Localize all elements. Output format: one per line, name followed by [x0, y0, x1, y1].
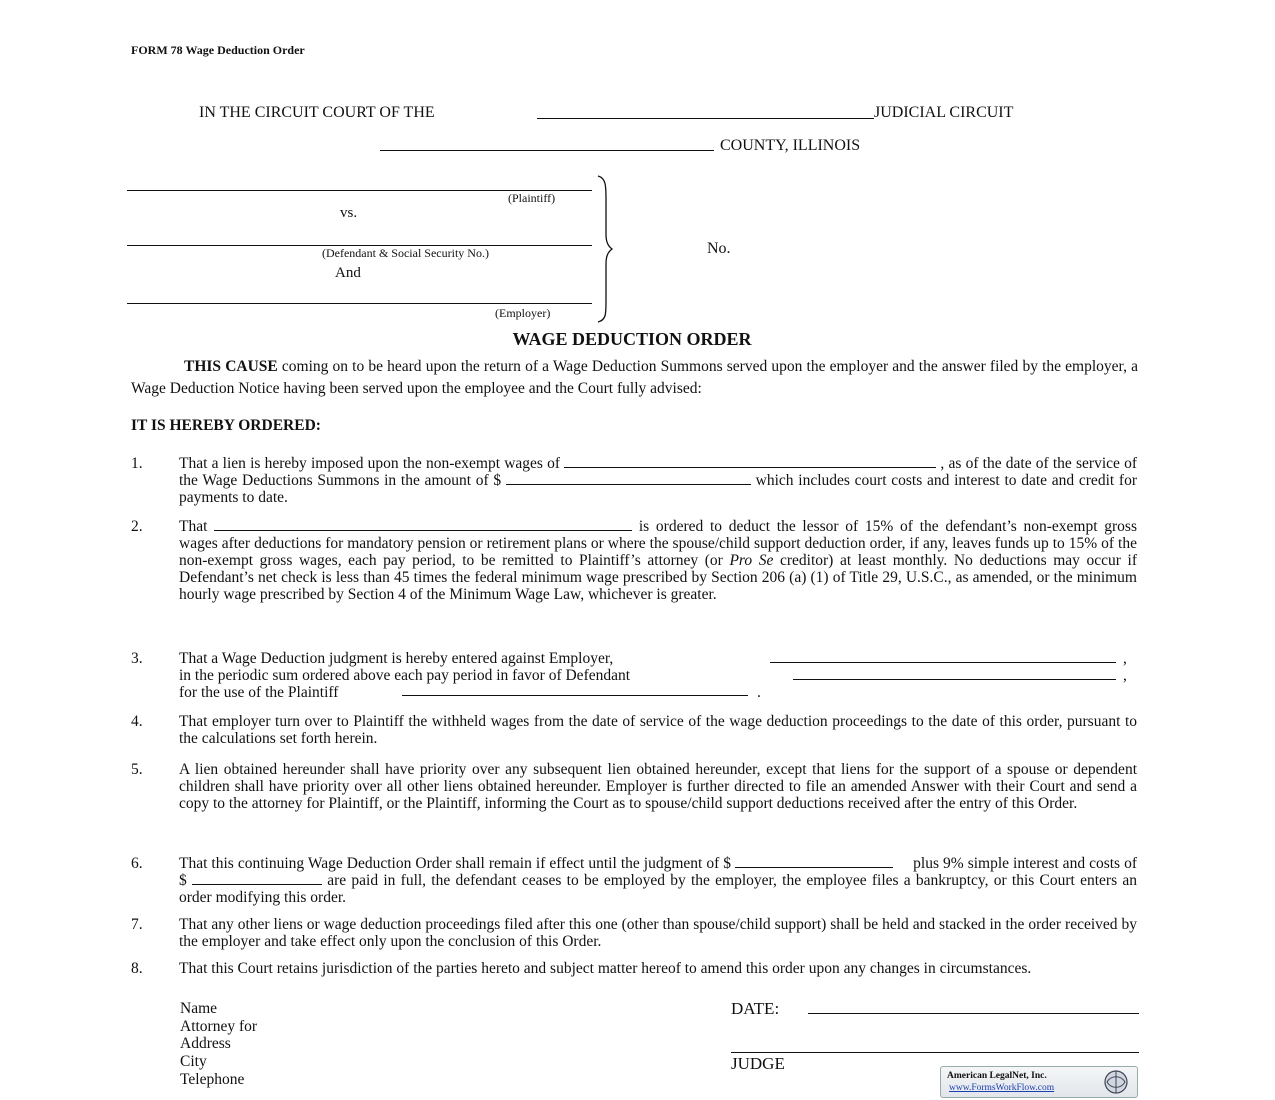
- item-2-pro-se: Pro Se: [729, 552, 774, 569]
- judge-signature-line[interactable]: [731, 1052, 1139, 1053]
- employer-label: (Employer): [495, 306, 551, 320]
- case-no-label: No.: [707, 240, 731, 257]
- item-2-text-a: That: [179, 518, 208, 535]
- item-2-text-c: creditor) at least monthly. No deductions may occur if Defendant’s net check is less than 45 times the federal minimum wage prescribed by Section 206 (a) (1) of Title 29, U.S.C., as amended, or the minimum hourly wage prescribed by Section 4 of the Minimum Wage Law, whichever is greater.: [179, 552, 1137, 603]
- item-4-text: That employer turn over to Plaintiff the withheld wages from the date of service of the wage deduction proceedings to the date of this order, pursuant to the calculations set forth herein.: [179, 713, 1137, 747]
- caption-brace: [592, 172, 616, 326]
- item-2-employer-blank[interactable]: [214, 518, 632, 531]
- item-3-number: 3.: [131, 650, 143, 667]
- item-6-text-c: are paid in full, the defendant ceases to be employed by the employer, the employee files a bankruptcy, or this Court enters an order modifying this order.: [179, 872, 1137, 906]
- intro-text: coming on to be heard upon the return of a Wage Deduction Summons served upon the employer and the answer filed by the employer, a Wage Deduction Notice having been served upon the employee and the Court fully advised:: [131, 358, 1138, 397]
- globe-icon: [1099, 1069, 1133, 1095]
- defendant-label: (Defendant & Social Security No.): [322, 246, 489, 260]
- item-8-text: That this Court retains jurisdiction of the parties hereto and subject matter hereof to amend this order upon any changes in circumstances.: [179, 960, 1032, 977]
- and-label: And: [335, 265, 361, 281]
- county-label: COUNTY, ILLINOIS: [720, 137, 861, 154]
- document-title: WAGE DEDUCTION ORDER: [512, 329, 752, 349]
- date-blank[interactable]: [808, 1013, 1139, 1014]
- item-5-number: 5.: [131, 761, 143, 778]
- county-blank[interactable]: [380, 150, 714, 151]
- item-7-number: 7.: [131, 916, 143, 933]
- item-3-defendant-blank[interactable]: [793, 679, 1116, 680]
- intro-paragraph: [131, 356, 1138, 400]
- item-8-number: 8.: [131, 960, 143, 977]
- item-6-number: 6.: [131, 855, 143, 872]
- item-2-text-b: is ordered to deduct the lessor of 15% of the defendant’s non-exempt gross wages after deductions for mandatory pension or retirement plans or where the spouse/child support deduction order, if any, leaves funds up to 15% of the non-exempt gross wages, each pay period, to be remitted to Plaintiff’s attorney (or: [179, 518, 1137, 569]
- item-6-costs-blank[interactable]: [192, 872, 322, 885]
- sig-city: City: [180, 1053, 207, 1070]
- employer-blank[interactable]: [127, 303, 592, 304]
- item-3-plaintiff-blank[interactable]: [402, 695, 748, 696]
- sig-attorney-for: Attorney for: [180, 1018, 258, 1035]
- form-id: FORM 78 Wage Deduction Order: [131, 43, 305, 57]
- item-3-text-a: That a Wage Deduction judgment is hereby entered against Employer,: [179, 650, 614, 667]
- item-1-number: 1.: [131, 455, 143, 472]
- sig-name: Name: [180, 1000, 218, 1017]
- item-2-number: 2.: [131, 518, 143, 535]
- item-6-judgment-blank[interactable]: [735, 855, 893, 868]
- intro-lead: THIS CAUSE: [184, 358, 278, 375]
- item-6: [179, 855, 1137, 906]
- item-5-text: A lien obtained hereunder shall have priority over any subsequent lien obtained hereunder, except that liens for the support of a spouse or dependent children shall have priority over all other liens obtained hereunder. Employer is further directed to file an amended Answer with their Court and send a copy to the attorney for Plaintiff, or the Plaintiff, informing the Court as to spouse/child support deductions received after the entry of this Order.: [179, 761, 1137, 812]
- item-1-text-a: That a lien is hereby imposed upon the non-exempt wages of: [179, 455, 561, 472]
- item-1-defendant-blank[interactable]: [564, 455, 936, 468]
- item-7-text: That any other liens or wage deduction proceedings filed after this one (other than spouse/child support) shall be held and stacked in the order received by the employer and take effect only upon the conclusion of this Order.: [179, 916, 1137, 950]
- american-legalnet-logo[interactable]: [940, 1066, 1138, 1098]
- item-3-employer-blank[interactable]: [770, 662, 1116, 663]
- logo-company: American LegalNet, Inc.: [947, 1071, 1047, 1081]
- item-6-text-a: That this continuing Wage Deduction Order shall remain if effect until the judgment of $: [179, 855, 732, 872]
- item-1-text-c: which includes court costs and interest to date and credit for payments to date.: [179, 472, 1137, 506]
- ordered-heading: IT IS HEREBY ORDERED:: [131, 417, 321, 434]
- judge-label: JUDGE: [731, 1054, 785, 1073]
- item-3-text-c: for the use of the Plaintiff: [179, 684, 339, 701]
- item-1: [179, 455, 1137, 506]
- item-2: [179, 518, 1137, 603]
- item-1-text-b: , as of the date of the service of the Wage Deductions Summons in the amount of $: [179, 455, 1137, 489]
- sig-telephone: Telephone: [180, 1071, 245, 1088]
- vs-label: vs.: [340, 205, 358, 221]
- judicial-circuit-label: JUDICIAL CIRCUIT: [874, 104, 1014, 121]
- date-label: DATE:: [731, 999, 780, 1018]
- circuit-blank[interactable]: [537, 118, 874, 119]
- item-4-number: 4.: [131, 713, 143, 730]
- item-6-text-b: plus 9% simple interest and costs of $: [179, 855, 1138, 889]
- court-line: IN THE CIRCUIT COURT OF THE: [199, 104, 435, 121]
- plaintiff-label: (Plaintiff): [508, 191, 556, 205]
- item-1-amount-blank[interactable]: [506, 472, 751, 485]
- sig-address: Address: [180, 1035, 231, 1052]
- logo-url: www.FormsWorkFlow.com: [949, 1083, 1055, 1093]
- item-3-text-b: in the periodic sum ordered above each pay period in favor of Defendant: [179, 667, 631, 684]
